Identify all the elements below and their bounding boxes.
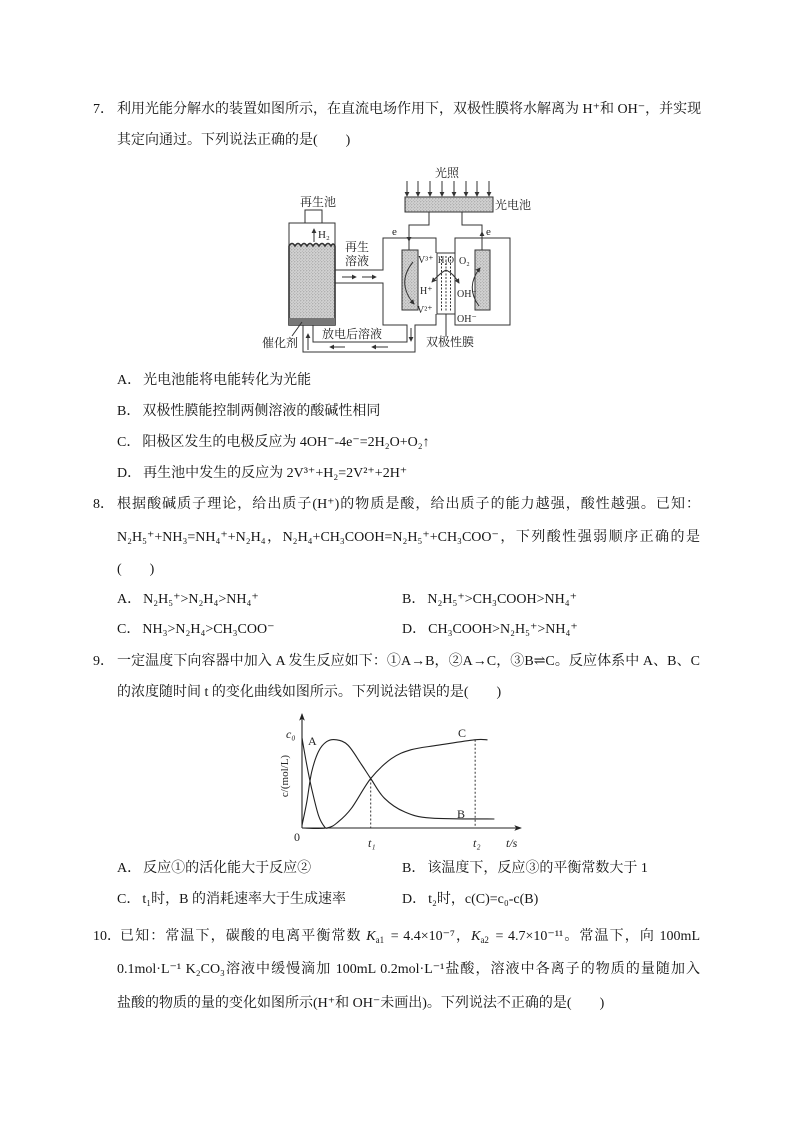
option-b bbox=[402, 860, 648, 878]
option-a bbox=[117, 860, 311, 878]
option-label: C． bbox=[117, 892, 141, 907]
option-label: C． bbox=[117, 435, 141, 450]
membrane-label: 双极性膜 bbox=[425, 335, 475, 349]
light-label: 光照 bbox=[434, 166, 460, 180]
option-label: B． bbox=[402, 861, 426, 876]
option-a bbox=[117, 591, 259, 609]
x-tick-t2: t₂ bbox=[473, 836, 481, 850]
option-text: N₂H₅⁺>N₂H₄>NH₄⁺ bbox=[143, 592, 259, 607]
curve-label-b: B bbox=[457, 807, 466, 821]
option-label: D． bbox=[117, 466, 142, 481]
option-text: 再生池中发生的反应为 2V³⁺+H₂=2V²⁺+2H⁺ bbox=[143, 466, 408, 481]
option-text: NH₃>N₂H₄>CH₃COO⁻ bbox=[142, 622, 275, 637]
catalyst-label: 催化剂 bbox=[261, 336, 299, 350]
option-d bbox=[402, 891, 538, 909]
question-text-segment: 已知：常温下，碳酸的电离平衡常数 bbox=[120, 929, 367, 944]
option-d bbox=[402, 621, 578, 639]
photocell bbox=[405, 197, 493, 212]
regen-cell-label: 再生池 bbox=[299, 195, 337, 209]
k-symbol: K bbox=[471, 929, 481, 944]
hydroxide-label: OH⁻ bbox=[457, 314, 477, 325]
option-label: A． bbox=[117, 373, 142, 388]
curve-a bbox=[302, 738, 328, 828]
question-text-line: 一定温度下向容器中加入 A 发生反应如下：①A→B，②A→C，③B⇌C。反应体系中 A、B、C bbox=[117, 654, 700, 669]
answer-blank: ( ) bbox=[117, 562, 155, 577]
question-text-line: 的浓度随时间 t 的变化曲线如图所示。下列说法错误的是( ) bbox=[117, 685, 502, 700]
option-text: 双极性膜能控制两侧溶液的酸碱性相同 bbox=[142, 404, 381, 419]
h2-label: H₂ bbox=[318, 229, 330, 241]
hydroxide-label: OH⁻ bbox=[457, 289, 477, 300]
h2o-label: H₂O bbox=[437, 255, 455, 265]
h-plus-label: H⁺ bbox=[420, 286, 433, 297]
anode-electrode bbox=[475, 250, 490, 310]
option-text: 阳极区发生的电极反应为 4OH⁻-4e⁻=2H₂O+O₂↑ bbox=[142, 435, 430, 450]
option-c bbox=[117, 891, 346, 909]
water-splitting-apparatus-diagram bbox=[255, 160, 555, 360]
x-axis-label: t/s bbox=[506, 836, 518, 850]
option-text: 光电池能将电能转化为光能 bbox=[143, 373, 312, 388]
question-text-segment: = 4.4×10⁻⁷， bbox=[386, 929, 472, 944]
curve-label-c: C bbox=[458, 726, 467, 740]
question-text-segment: = 4.7×10⁻¹¹。常温下，向 100mL bbox=[490, 929, 700, 944]
question-text-line: N₂H₅⁺+NH₃=NH₄⁺+N₂H₄，N₂H₄+CH₃COOH=N₂H₅⁺+CH₃COO⁻，下列酸性强弱顺序正确的是 bbox=[117, 530, 700, 545]
option-label: A． bbox=[117, 592, 142, 607]
x-tick-t1: t₁ bbox=[368, 836, 376, 850]
ka1-symbol bbox=[366, 929, 386, 944]
y-axis-label: c/(mol/L) bbox=[279, 754, 291, 798]
question-text-line: 根据酸碱质子理论，给出质子(H⁺)的物质是酸，给出质子的能力越强，酸性越强。已知： bbox=[117, 497, 700, 512]
concentration-time-chart bbox=[262, 710, 527, 858]
question-text-line bbox=[120, 928, 700, 946]
question-number: 7． bbox=[93, 102, 114, 117]
curve-b bbox=[302, 740, 494, 826]
option-d bbox=[117, 465, 407, 483]
question-text-line: 盐酸的物质的量的变化如图所示(H⁺和 OH⁻未画出)。下列说法不正确的是( ) bbox=[117, 996, 605, 1011]
photocell-label: 光电池 bbox=[495, 198, 532, 212]
option-c bbox=[117, 621, 275, 639]
option-label: B． bbox=[117, 404, 141, 419]
electron-flow-label-right: e bbox=[486, 226, 491, 238]
option-text: t₂时，c(C)=c₀-c(B) bbox=[428, 892, 539, 907]
curve-label-a: A bbox=[308, 734, 317, 748]
y-tick-c0: c₀ bbox=[286, 727, 296, 741]
option-label: B． bbox=[402, 592, 426, 607]
v3-label: V³⁺ bbox=[418, 255, 434, 266]
external-circuit-wires bbox=[409, 212, 482, 250]
electron-flow-label-left: e bbox=[392, 226, 397, 238]
option-text: 该温度下，反应③的平衡常数大于 1 bbox=[427, 861, 648, 876]
option-text: t₁时，B 的消耗速率大于生成速率 bbox=[142, 892, 346, 907]
option-label: C． bbox=[117, 622, 141, 637]
x-tick-origin: 0 bbox=[294, 830, 300, 844]
k-subscript: a2 bbox=[480, 935, 489, 945]
ka2-symbol bbox=[471, 929, 491, 944]
light-arrows-icon bbox=[407, 181, 489, 196]
regen-solution-label: 再生 bbox=[344, 240, 370, 254]
k-symbol: K bbox=[366, 929, 376, 944]
option-text: CH₃COOH>N₂H₅⁺>NH₄⁺ bbox=[428, 622, 578, 637]
option-label: A． bbox=[117, 861, 142, 876]
option-b bbox=[402, 591, 577, 609]
o2-label: O₂ bbox=[459, 256, 470, 267]
k-subscript: a1 bbox=[375, 935, 385, 945]
option-label: D． bbox=[402, 622, 427, 637]
regen-solution-label: 溶液 bbox=[344, 254, 370, 268]
option-b bbox=[117, 403, 380, 421]
question-number: 8． bbox=[93, 497, 114, 512]
regeneration-cell bbox=[289, 210, 335, 325]
v2-label: V²⁺ bbox=[417, 305, 433, 316]
discharged-solution-label: 放电后溶液 bbox=[321, 327, 383, 341]
question-number: 9． bbox=[93, 654, 114, 669]
option-label: D． bbox=[402, 892, 427, 907]
question-number: 10． bbox=[93, 929, 121, 944]
question-text-line: 其定向通过。下列说法正确的是( ) bbox=[117, 133, 351, 148]
question-text-line: 利用光能分解水的装置如图所示，在直流电场作用下，双极性膜将水解离为 H⁺和 OH⁻，并实现 bbox=[117, 102, 702, 117]
option-text: N₂H₅⁺>CH₃COOH>NH₄⁺ bbox=[427, 592, 577, 607]
option-text: 反应①的活化能大于反应② bbox=[143, 861, 312, 876]
option-c bbox=[117, 434, 430, 452]
question-text-line: 0.1mol·L⁻¹ K₂CO₃溶液中缓慢滴加 100mL 0.2mol·L⁻¹盐酸，溶液中各离子的物质的量随加入 bbox=[117, 962, 700, 977]
option-a bbox=[117, 372, 311, 390]
